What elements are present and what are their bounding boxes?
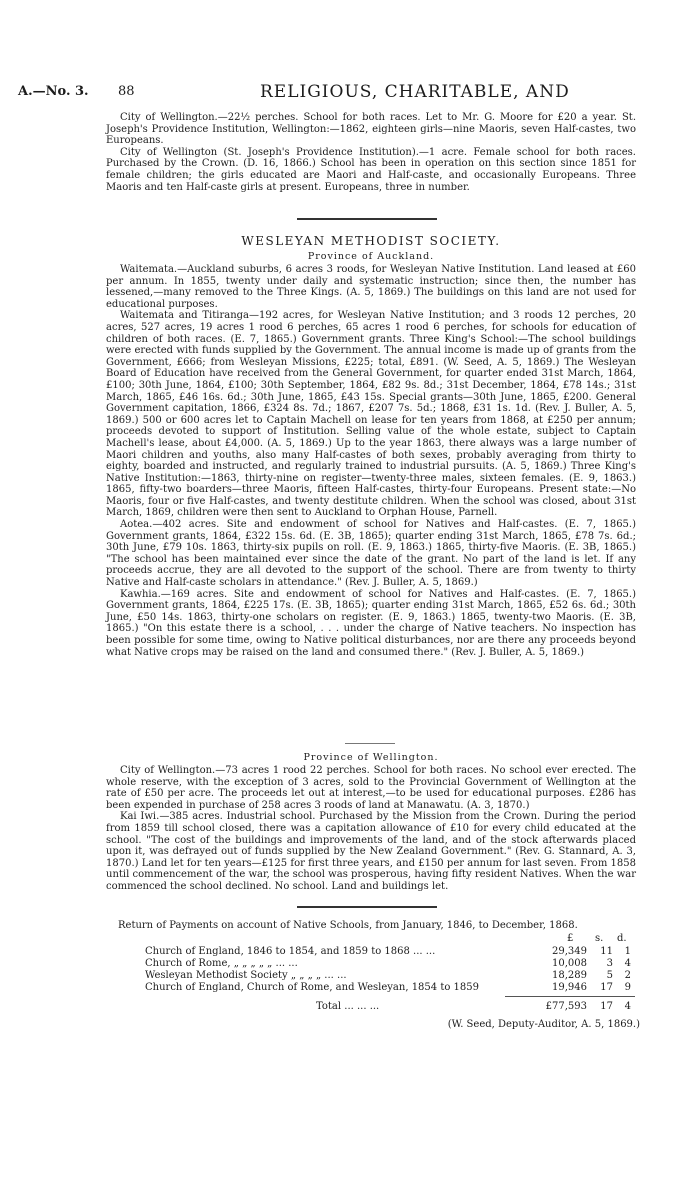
row-pounds: 29,349 [552,946,587,957]
row-label: Wesleyan Methodist Society „ „ „ „ ... ... [145,970,347,981]
row-label: Church of England, Church of Rome, and Wesleyan, 1854 to 1859 [145,982,479,993]
returns-row [145,982,635,994]
paragraph-aotea: Aotea.—402 acres. Site and endowment of school for Natives and Half-castes. (E. 7, 1865.) Government grants, 1864, £322 15s. 6d. (E. 3B, 1865); quarter ending 31st March, 1865, £78 7s. 6d.; 30th June, £79 10s. 1863, thirty-six pupils on roll. (E. 9, 1863.) 1865, thirty-five Maoris. (E. 3B, 1865.) "The school has been maintained ever since the date of the grant. No part of the land is let. If any proceeds accrue, they are all devoted to the support of the school. There are from twenty to thirty Native and Half-caste scholars in attendance." (Rev. J. Buller, A. 5, 1869.) [106,519,636,589]
top-section [106,112,636,193]
total-pounds: £77,593 [545,1001,587,1012]
returns-divider [297,906,437,908]
row-shillings: 17 [600,982,613,993]
paragraph-city-wellington-2: City of Wellington (St. Joseph's Providence Institution).—1 acre. Female school for both races. Purchased by the Crown. (D. 16, 1866.) School has been in operation on this section since 1851 for female children; the girls educated are Maori and Half-caste, and occasionally Europeans. Three Maoris and ten Half-caste girls at present. Europeans, three in number. [106,146,636,193]
row-pounds: 19,946 [552,982,587,993]
paragraph-waitemata: Waitemata.—Auckland suburbs, 6 acres 3 roods, for Wesleyan Native Institution. Land leased at £60 per annum. In 1855, twenty under daily and systematic instruction; since then, the number has lessened,—many removed to the Three Kings. (A. 5, 1869.) The buildings on this land are not used for educational purposes. [106,264,636,310]
province-wellington-heading: Province of Wellington. [303,752,439,763]
returns-row [145,970,635,982]
series-reference: A.—No. 3. [18,84,89,99]
total-pence: 4 [624,1001,631,1012]
row-shillings: 5 [606,970,613,981]
total-label: Total ... ... ... [316,1001,380,1012]
row-pence: 4 [624,958,631,969]
returns-heading: Return of Payments on account of Native Schools, from January, 1846, to December, 1868. [118,920,578,931]
auditor-signature: (W. Seed, Deputy-Auditor, A. 5, 1869.) [447,1019,640,1030]
paragraph-wellington-reserve: City of Wellington.—73 acres 1 rood 22 perches. School for both races. No school ever erected. The whole reserve, with the exception of 3 acres, sold to the Provincial Government of Wellington at the rate of £50 per acre. The proceeds let out at interest,—to be used for educational purposes. £286 has been expended in purchase of 258 acres 3 roods of land at Manawatu. (A. 3, 1870.) [106,765,636,811]
total-rule [505,996,635,997]
wellington-section [106,765,636,893]
auckland-section [106,264,636,658]
page-header [18,84,690,104]
row-pence: 9 [624,982,631,993]
row-label: Church of Rome, „ „ „ „ „ ... ... [145,958,298,969]
row-pence: 2 [624,970,631,981]
returns-row [145,958,635,970]
running-title: RELIGIOUS, CHARITABLE, AND [260,82,570,102]
row-pence: 1 [624,946,631,957]
province-auckland-heading: Province of Auckland. [307,251,435,262]
row-shillings: 3 [606,958,613,969]
paragraph-waitemata-titiranga: Waitemata and Titiranga—192 acres, for Wesleyan Native Institution; and 3 roods 12 perches, 20 acres, 527 acres, 19 acres 1 rood 6 perches, 65 acres 1 rood 6 perches, for schools for education of children of both races. (E. 7, 1865.) Government grants. Three King's School:—The school buildings were erected with funds supplied by the Government. The annual income is made up of grants from the Government, £666; from Wesleyan Missions, £225; total, £891. (W. Seed, A. 5, 1869.) The Wesleyan Board of Education have received from the General Government, for quarter ended 31st March, 1864, £100; 30th June, 1864, £100; 30th September, 1864, £82 9s. 8d.; 31st December, 1864, £78 14s.; 31st March, 1865, £46 16s. 6d.; 30th June, 1865, £43 15s. Special grants—30th June, 1865, £200. General Government capitation, 1866, £324 8s. 7d.; 1867, £207 7s. 5d.; 1868, £31 1s. 1d. (Rev. J. Buller, A. 5, 1869.) 500 or 600 acres let to Captain Machell on lease for ten years from 1868, at £250 per annum; proceeds devoted to support of Institution. Selling value of the whole estate, subject to Captain Machell's lease, about £4,000. (A. 5, 1869.) Up to the year 1863, there always was a large number of Maori children and youths, also many Half-castes of both sexes, probably averaging from thirty to eighty, boarded and instructed, and regularly trained to industrial pursuits. (A. 5, 1869.) Three King's Native Institution:—1863, thirty-nine on register—twenty-three males, sixteen females. (E. 9, 1863.) 1865, fifty-two boarders—three Maoris, fifteen Half-castes, thirty-four Europeans. Present state:—No Maoris, four or five Half-castes, and twenty destitute children. When the school was closed, about 31st March, 1869, children were then sent to Auckland to Orphan House, Parnell. [106,310,636,519]
returns-total-row [316,1001,635,1013]
total-shillings: 17 [600,1001,613,1012]
col-pence: d. [617,933,627,944]
page-number: 88 [118,84,135,99]
row-label: Church of England, 1846 to 1854, and 1859 to 1868 ... ... [145,946,436,957]
paragraph-city-wellington-1: City of Wellington.—22½ perches. School for both races. Let to Mr. G. Moore for £20 a year. St. Joseph's Providence Institution, Wellington:—1862, eighteen girls—nine Maoris, seven Half-castes, two Europeans. [106,112,636,147]
minor-divider [345,743,395,744]
row-pounds: 18,289 [552,970,587,981]
paragraph-kawhia: Kawhia.—169 acres. Site and endowment of school for Natives and Half-castes. (E. 7, 1865.) Government grants, 1864, £225 17s. (E. 3B, 1865); quarter ending 31st March, 1865, £52 6s. 6d.; 30th June, £50 14s. 1863, thirty-one scholars on register. (E. 9, 1863.) 1865, twenty-two Maoris. (E. 3B, 1865.) "On this estate there is a school, . . . under the charge of Native teachers. No inspection has been possible for some time, owing to Native political disturbances, nor are there any proceeds beyond what Native crops may be raised on the land and consumed there." (Rev. J. Buller, A. 5, 1869.) [106,588,636,658]
section-title: WESLEYAN METHODIST SOCIETY. [241,234,501,248]
returns-row [145,946,635,958]
col-shillings: s. [595,933,604,944]
row-pounds: 10,008 [552,958,587,969]
col-pounds: £ [567,933,574,944]
row-shillings: 11 [600,946,613,957]
paragraph-kai-iwi: Kai Iwi.—385 acres. Industrial school. Purchased by the Mission from the Crown. During the period from 1859 till school closed, there was a capitation allowance of £10 for every child educated at the school. "The cost of the buildings and improvements of the land, and of the stock afterwards placed upon it, was defrayed out of funds supplied by the New Zealand Government." (Rev. G. Stannard, A. 3, 1870.) Land let for ten years—£125 for first three years, and £150 per annum for last seven. From 1858 until commencement of the war, the school was prosperous, having fifty resident Natives. When the war commenced the school declined. No school. Land and buildings let. [106,811,636,892]
section-divider [297,218,437,220]
